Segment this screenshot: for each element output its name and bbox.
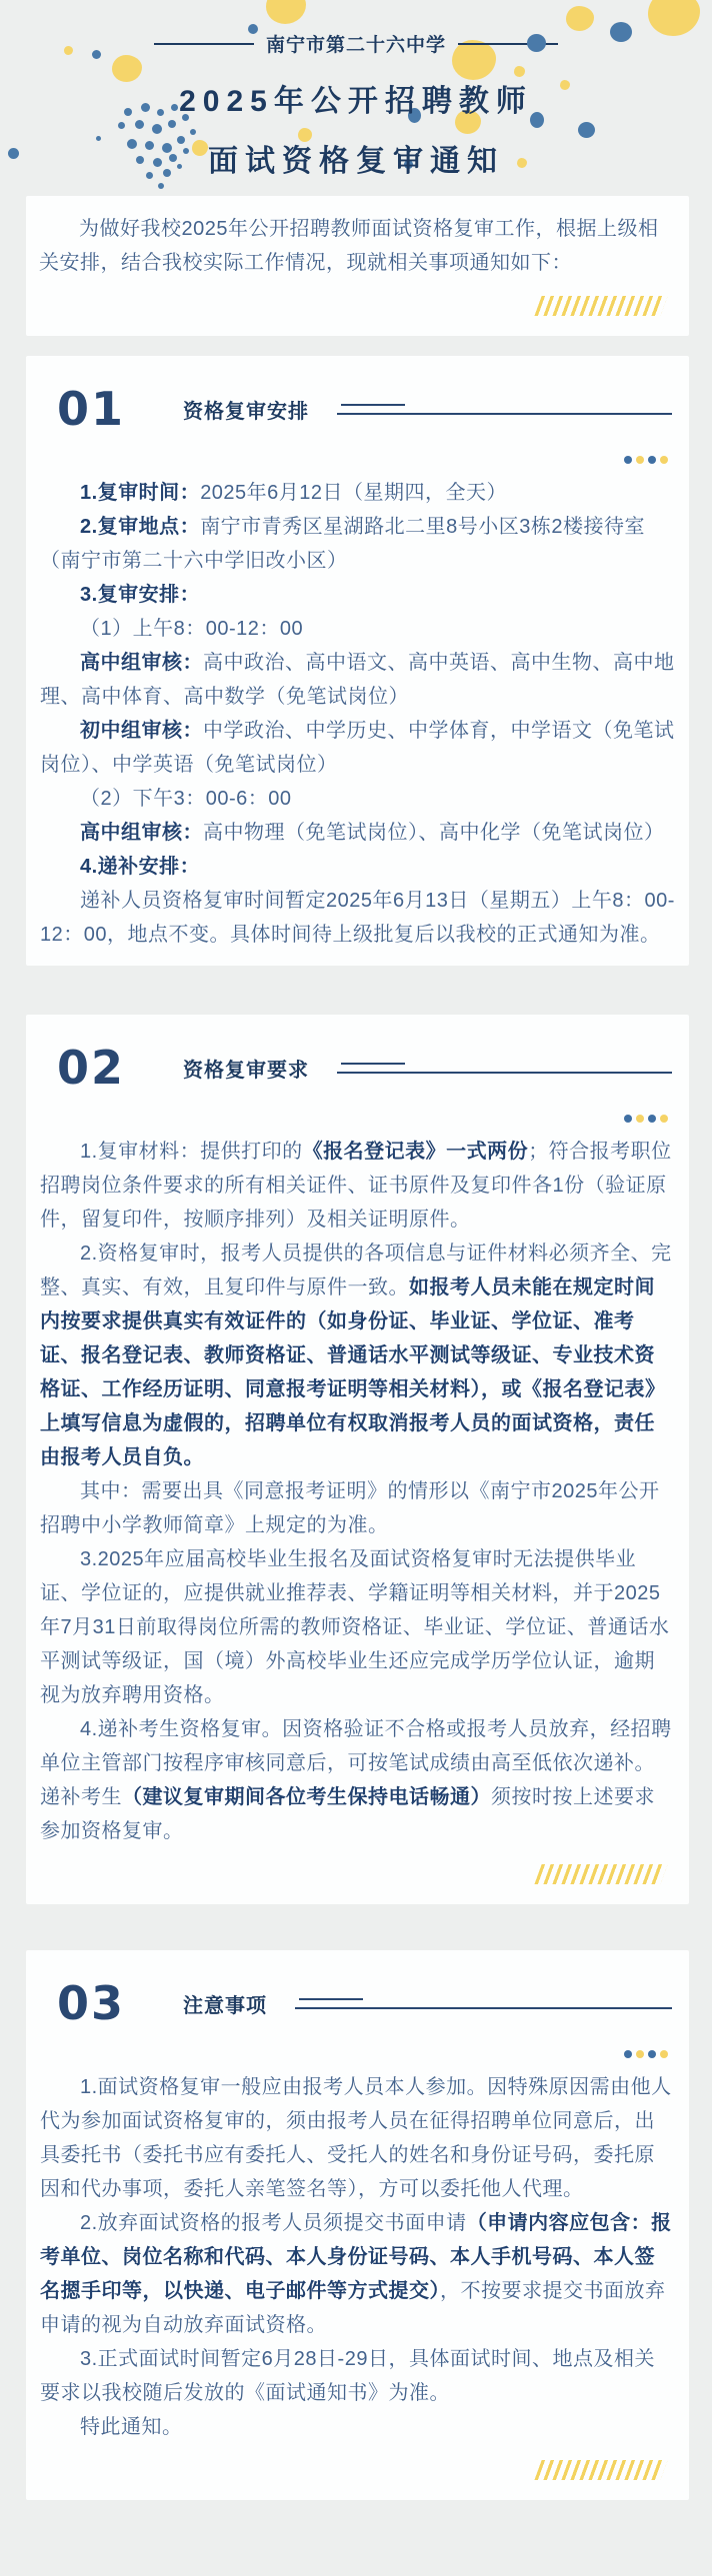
slash-decoration — [534, 296, 667, 316]
section-divider — [337, 1062, 674, 1074]
paragraph-run: 1.面试资格复审一般应由报考人员本人参加。因特殊原因需由他人代为参加面试资格复审的，须由报考人员在征得招聘单位同意后，出具委托书（委托书应有委托人、受托人的姓名和身份证号码，委托原因和代办事项，委托人亲笔签名等），方可以委托他人代理。 — [40, 2076, 672, 2200]
paragraph-run: 中学政治、中学历史、中学体育，中学语文（免笔试岗位）、中学英语（免笔试岗位） — [40, 720, 675, 776]
section-divider — [337, 403, 674, 415]
section-card — [26, 1950, 689, 2500]
paragraph-run: 2.资格复审时，报考人员提供的各项信息与证件材料必须齐全、完整、真实、有效，且复印件与原件一致。 — [40, 1243, 672, 1298]
paragraph-run: 3.正式面试时间暂定6月28日-29日，具体面试时间、地点及相关要求以我校随后发放的《面试通知书》为准。 — [40, 2348, 655, 2404]
article-header — [0, 0, 712, 196]
section-title: 注意事项 — [183, 1994, 268, 2017]
paragraph-run-bold: 1.复审时间： — [80, 482, 201, 504]
decor-dots — [39, 1095, 676, 1133]
paragraph — [40, 1237, 675, 1474]
paragraph — [40, 2070, 675, 2206]
paragraph-run-bold: 4.递补安排： — [80, 856, 201, 878]
slash-decoration — [534, 1864, 667, 1884]
paragraph-run: 高中政治、高中语文、高中英语、高中生物、高中地理、高中体育、高中数学（免笔试岗位） — [40, 652, 675, 708]
decor-blob — [514, 66, 525, 77]
paragraph — [40, 2342, 675, 2410]
section-card — [26, 1015, 689, 1904]
decor-dots — [39, 2030, 676, 2068]
section-body — [39, 474, 676, 952]
section-divider — [295, 1997, 674, 2009]
paragraph-run: 递补人员资格复审时间暂定2025年6月13日（星期五）上午8：00-12：00，地点不变。具体时间待上级批复后以我校的正式通知为准。 — [40, 890, 675, 946]
paragraph-run-bold: 高中组审核： — [80, 822, 203, 844]
paragraph-run: 2025年6月12日（星期四，全天） — [200, 482, 508, 504]
section-card — [26, 356, 689, 966]
paragraph-run: 4.递补考生资格复审。因资格验证不合格或报考人员放弃，经招聘单位主管部门按程序审核同意后，可按笔试成绩由高至低依次递补。递补考生 — [40, 1718, 672, 1808]
school-name-row — [0, 0, 712, 57]
paragraph — [40, 782, 675, 816]
section-title: 资格复审要求 — [183, 1059, 310, 1082]
paragraph — [40, 2410, 675, 2444]
section-number: 02 — [57, 1041, 126, 1095]
paragraph-run: 其中：需要出具《同意报考证明》的情形以《南宁市2025年公开招聘中小学教师简章》上规定的为准。 — [40, 1480, 660, 1536]
decor-dots — [39, 436, 676, 474]
paragraph-run: 特此通知。 — [80, 2416, 183, 2438]
section-title: 资格复审安排 — [183, 400, 310, 423]
section-header — [39, 1950, 676, 2030]
paragraph-run: 高中物理（免笔试岗位）、高中化学（免笔试岗位） — [203, 822, 665, 844]
section-number: 01 — [57, 382, 126, 436]
paragraph — [40, 1542, 675, 1712]
school-name: 南宁市第二十六中学 — [265, 35, 446, 56]
decor-blob — [298, 128, 312, 142]
page-title-line1: 2025年公开招聘教师 — [179, 85, 533, 118]
paragraph — [40, 510, 675, 578]
rule-dot — [527, 34, 546, 52]
page-title-line2: 面试资格复审通知 — [208, 145, 504, 178]
sections-container — [0, 356, 712, 2500]
paragraph-run-bold: 如报考人员未能在规定时间内按要求提供真实有效证件的（如身份证、毕业证、学位证、准考证、报名登记表、教师资格证、普通话水平测试等级证、专业技术资格证、工作经历证明、同意报考证明等相关材料），或《报名登记表》上填写信息为虚假的，招聘单位有权取消报考人员的面试资格，责任由报考人员自负。 — [40, 1277, 666, 1468]
paragraph-run: 1.复审材料：提供打印的 — [80, 1141, 303, 1163]
paragraph-run: 南宁市青秀区星湖路北二里8号小区3栋2楼接待室（南宁市第二十六中学旧改小区） — [40, 516, 646, 572]
paragraph-run-bold: （申请内容应包含：报考单位、岗位名称和代码、本人身份证号码、本人手机号码、本人签名摁手印等，以快递、电子邮件等方式提交） — [40, 2212, 672, 2302]
paragraph-run-bold: 初中组审核： — [80, 720, 203, 742]
page-bottom-spacer — [0, 2500, 712, 2576]
paragraph-run-bold: 3.复审安排： — [80, 584, 201, 606]
paragraph — [40, 612, 675, 646]
paragraph — [40, 2206, 675, 2342]
paragraph-run: （2）下午3：00-6：00 — [80, 788, 292, 810]
right-rule — [458, 43, 558, 45]
paragraph-run-bold: 2.复审地点： — [80, 516, 201, 538]
paragraph-run: 2.放弃面试资格的报考人员须提交书面申请 — [80, 2212, 467, 2234]
section-body — [39, 2068, 676, 2444]
paragraph — [40, 476, 675, 510]
paragraph-run: ，不按要求提交书面放弃申请的视为自动放弃面试资格。 — [40, 2280, 666, 2336]
intro-text: 为做好我校2025年公开招聘教师面试资格复审工作，根据上级相关安排，结合我校实际工作情况，现就相关事项通知如下： — [39, 218, 659, 274]
paragraph — [40, 646, 675, 714]
paragraph — [40, 816, 675, 850]
section-header — [39, 1015, 676, 1095]
paragraph-run-bold: （建议复审期间各位考生保持电话畅通） — [122, 1786, 491, 1808]
paragraph-run: 须按时按上述要求参加资格复审。 — [40, 1786, 655, 1842]
paragraph-run: （1）上午8：00-12：00 — [80, 618, 304, 640]
paragraph-run: ；符合报考职位招聘岗位条件要求的所有相关证件、证书原件及复印件各1份（验证原件，留复印件，按顺序排列）及相关证明原件。 — [40, 1141, 672, 1231]
paragraph — [40, 1474, 675, 1542]
left-rule — [154, 43, 254, 45]
intro-card — [26, 196, 689, 336]
paragraph-run-bold: 《报名登记表》一式两份 — [302, 1141, 529, 1163]
slash-decoration — [534, 2460, 667, 2480]
paragraph — [40, 714, 675, 782]
section-body — [39, 1133, 676, 1848]
paragraph — [40, 578, 675, 612]
decor-dot — [578, 122, 595, 138]
paragraph-run: 3.2025年应届高校毕业生报名及面试资格复审时无法提供毕业证、学位证的，应提供就业推荐表、学籍证明等相关材料，并于2025年7月31日前取得岗位所需的教师资格证、毕业证、学位证、普通话水平测试等级证，国（境）外高校毕业生还应完成学历学位认证，逾期视为放弃聘用资格。 — [40, 1548, 670, 1706]
section-number: 03 — [57, 1976, 126, 2030]
section-header — [39, 356, 676, 436]
paragraph-run-bold: 高中组审核： — [80, 652, 203, 674]
paragraph — [40, 884, 675, 952]
paragraph — [40, 850, 675, 884]
decor-blob — [112, 55, 142, 82]
paragraph — [40, 1712, 675, 1848]
paragraph — [40, 1135, 675, 1237]
